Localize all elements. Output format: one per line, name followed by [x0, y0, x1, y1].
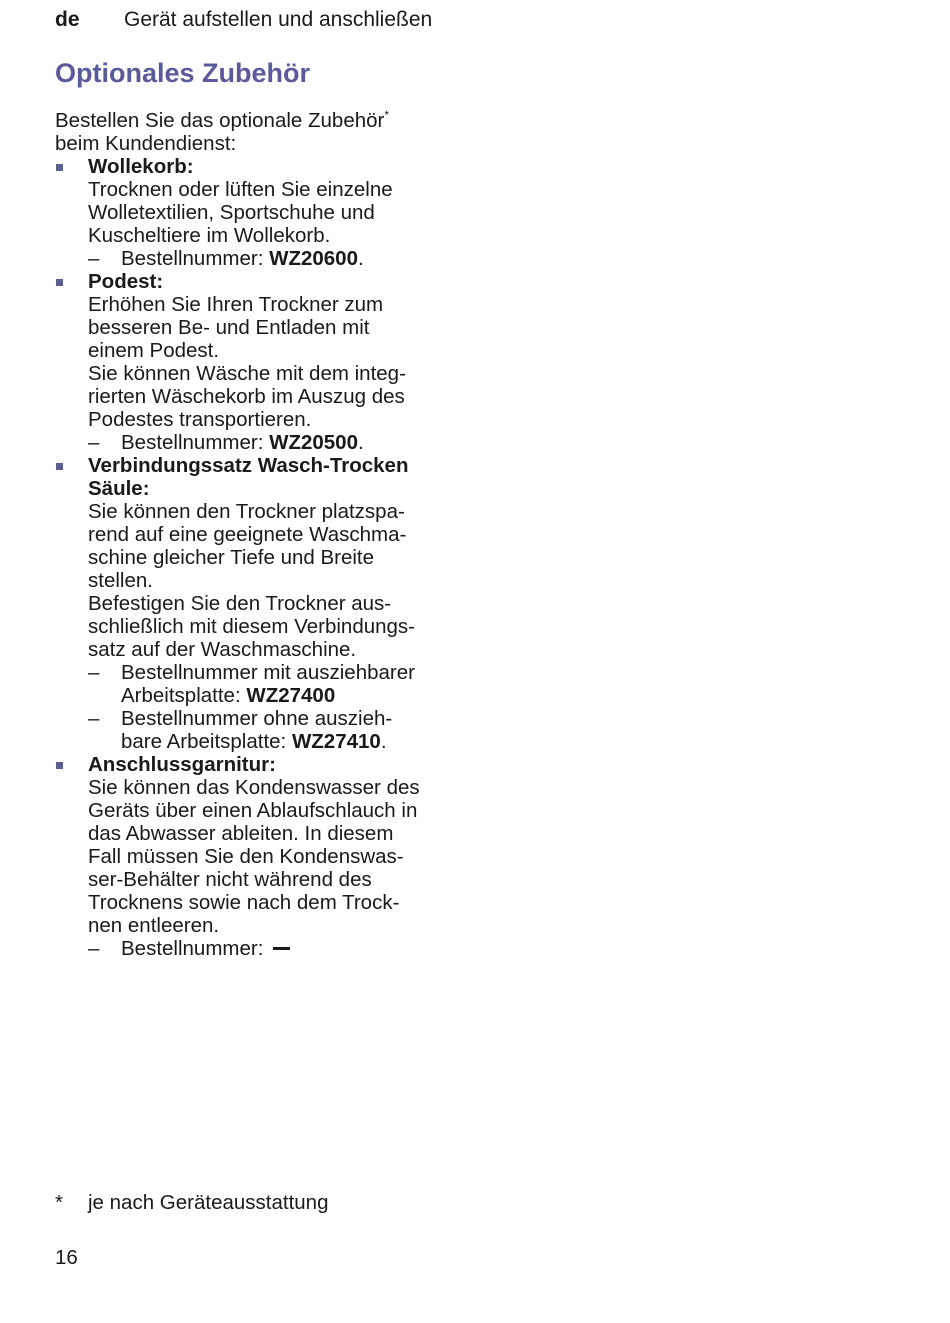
square-bullet-icon [56, 279, 63, 286]
item-title: Podest: [88, 270, 164, 293]
square-bullet-icon [56, 762, 63, 769]
text-line: rend auf eine geeignete Waschma- [88, 523, 407, 546]
order-label: Bestellnummer: [121, 431, 270, 454]
title-line: Verbindungssatz Wasch-Trocken [88, 454, 409, 477]
order-number-line [88, 247, 455, 270]
title-line: Säule: [88, 477, 150, 500]
text-line: Sie können das Kondenswasser des [88, 776, 420, 799]
square-bullet-icon [56, 164, 63, 171]
order-label: Bestellnummer: [121, 937, 270, 960]
main-content [55, 109, 455, 960]
item-description [88, 592, 455, 661]
item-description [88, 776, 455, 937]
page-title: Optionales Zubehör [55, 58, 311, 88]
item-title: Anschlussgarnitur: [88, 753, 276, 776]
item-description [88, 178, 455, 247]
order-number-line [88, 661, 455, 707]
text-line: schließlich mit diesem Verbindungs- [88, 615, 415, 638]
intro-line-2: beim Kundendienst: [55, 132, 237, 155]
order-label: Bestellnummer: [121, 247, 270, 270]
order-label: Arbeitsplatte: [121, 684, 247, 707]
not-available-dash-icon [273, 947, 290, 950]
text-line: Fall müssen Sie den Kondenswas- [88, 845, 404, 868]
text-line: Erhöhen Sie Ihren Trockner zum [88, 293, 384, 316]
item-title: Wollekorb: [88, 155, 194, 178]
order-number: WZ20500 [269, 431, 358, 454]
text-line: schine gleicher Tiefe und Breite [88, 546, 375, 569]
intro-text [55, 109, 455, 155]
item-title [88, 454, 455, 500]
footnote-star: * [55, 1191, 63, 1214]
text-line: rierten Wäschekorb im Auszug des [88, 385, 405, 408]
order-number-line [88, 937, 455, 960]
order-suffix: . [380, 730, 387, 753]
list-item-wollekorb [55, 155, 455, 270]
text-line: Befestigen Sie den Trockner aus- [88, 592, 392, 615]
order-number: WZ27400 [246, 684, 336, 707]
order-label: bare Arbeitsplatte: [121, 730, 292, 753]
text-line: Wolletextilien, Sportschuhe und [88, 201, 375, 224]
order-suffix: . [358, 431, 364, 454]
text-line: satz auf der Waschmaschine. [88, 638, 357, 661]
dash-marker: – [88, 707, 100, 730]
text-line: Trocknen oder lüften Sie einzelne [88, 178, 393, 201]
list-item-podest [55, 270, 455, 454]
item-description [88, 500, 455, 592]
text-line: Trocknens sowie nach dem Trock- [88, 891, 400, 914]
dash-marker: – [88, 661, 100, 684]
section-title: Gerät aufstellen und anschließen [124, 8, 433, 31]
dash-marker: – [88, 431, 100, 454]
dash-marker: – [88, 247, 100, 270]
text-line: Geräts über einen Ablaufschlauch in [88, 799, 418, 822]
order-suffix: . [358, 247, 364, 270]
page-number: 16 [55, 1246, 78, 1269]
order-label: Bestellnummer ohne auszieh- [121, 707, 393, 730]
order-number: WZ27410 [291, 730, 381, 753]
page-header [55, 6, 432, 34]
dash-marker: – [88, 937, 100, 960]
item-description [88, 362, 455, 431]
text-line: Kuscheltiere im Wollekorb. [88, 224, 331, 247]
text-line: das Abwasser ableiten. In diesem [88, 822, 394, 845]
square-bullet-icon [56, 463, 63, 470]
text-line: Sie können den Trockner platzspa- [88, 500, 405, 523]
text-line: ser-Behälter nicht während des [88, 868, 372, 891]
text-line: stellen. [88, 569, 153, 592]
text-line: besseren Be- und Entladen mit [88, 316, 370, 339]
list-item-anschlussgarnitur [55, 753, 455, 960]
text-line: Podestes transportieren. [88, 408, 312, 431]
text-line: einem Podest. [88, 339, 220, 362]
list-item-verbindungssatz [55, 454, 455, 753]
intro-line-1: Bestellen Sie das optionale Zubehör [55, 109, 385, 132]
text-line: Sie können Wäsche mit dem integ- [88, 362, 406, 385]
order-number-line [88, 707, 455, 753]
order-label: Bestellnummer mit ausziehbarer [121, 661, 415, 684]
accessory-list [55, 155, 455, 960]
language-code: de [55, 8, 80, 31]
footnote-text: je nach Geräteausstattung [88, 1191, 329, 1214]
item-description [88, 293, 455, 362]
order-number: WZ20600 [269, 247, 358, 270]
footnote-marker: * [384, 108, 390, 122]
footnote [55, 1191, 328, 1215]
text-line: nen entleeren. [88, 914, 220, 937]
order-number-line [88, 431, 455, 454]
